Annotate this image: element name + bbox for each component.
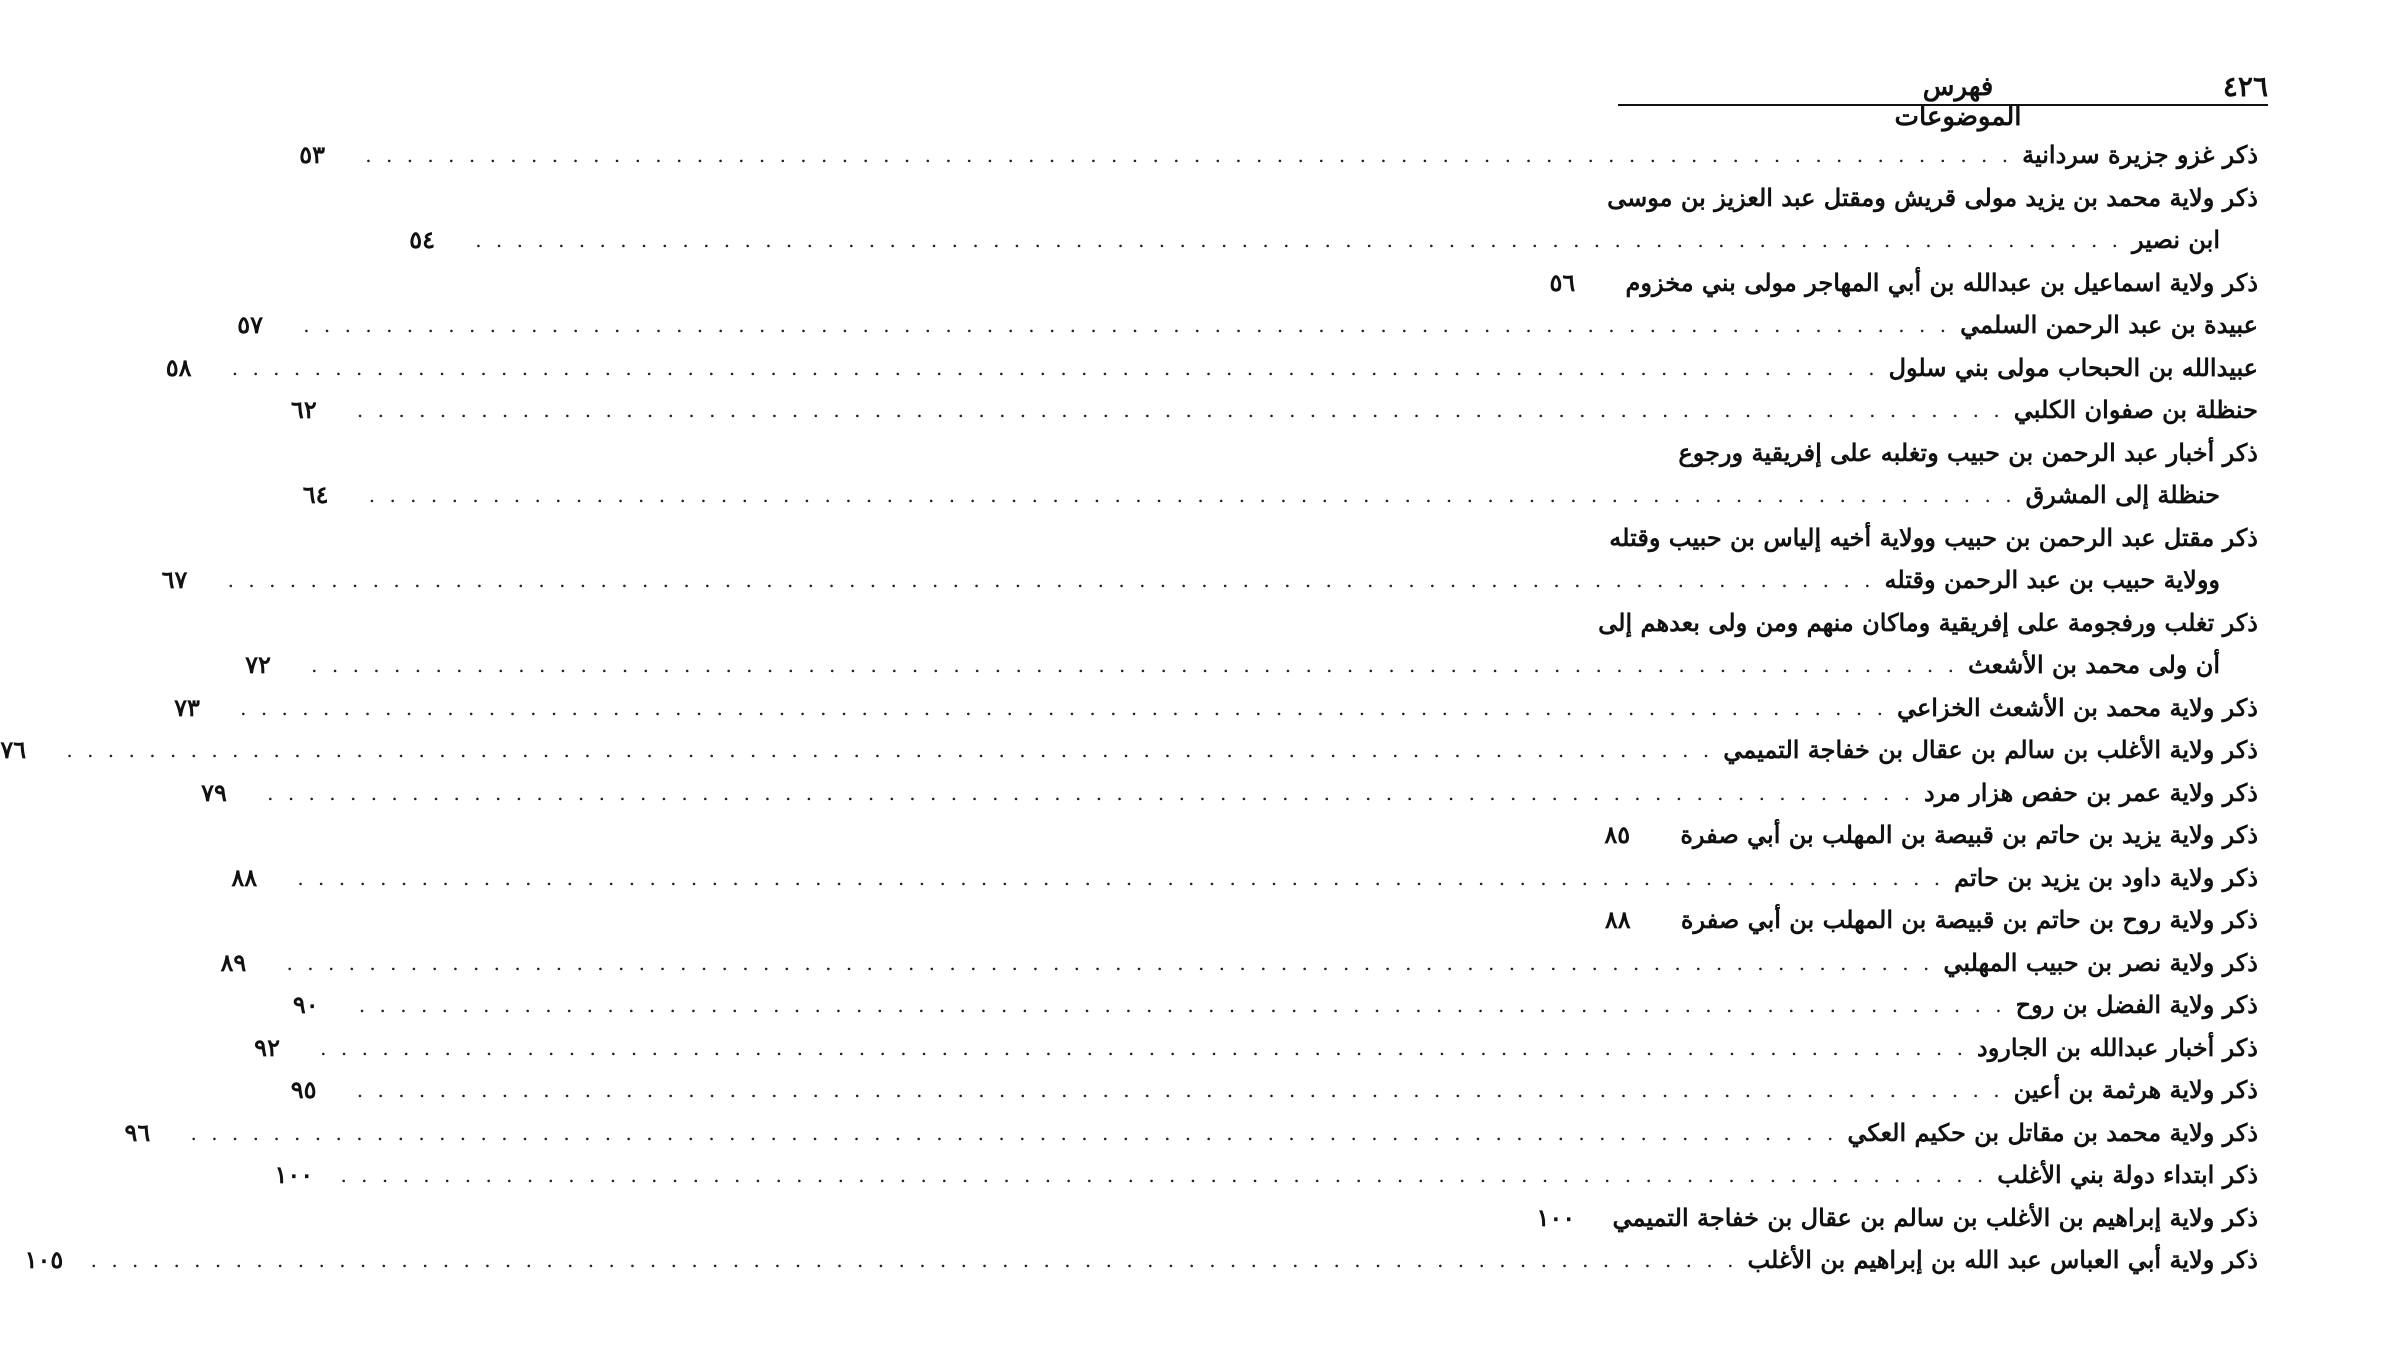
toc-entry [1604,899,2258,942]
toc-entry-page: ٩٥ [290,1075,317,1105]
toc-entry [1618,432,2258,475]
page-title: فهرس الموضوعات [1894,72,2022,132]
toc-dot-leader: . . . . . . . . . . . . . . . . . . . . . . . . . . . . . . . . . . . . . . . . . . . . . . . . . . . . . . . . . . . . . . . . . . . . . . . . . . . . . . . . [240,695,1887,720]
toc-entry-title: ذكر ولاية محمد بن مقاتل بن حكيم العكي [1847,1117,2258,1147]
toc-entry [299,134,2258,177]
toc-entry-page: ١٠٠ [274,1160,314,1190]
toc-entry-page: ١٠٥ [24,1245,64,1275]
toc-entry [1604,814,2258,857]
toc-entry-title: ذكر ابتداء دولة بني الأغلب [1997,1160,2258,1190]
toc-entry-title: حنظلة إلى المشرق [2025,480,2220,510]
toc-entry [231,857,2258,900]
toc-entry-page: ٨٥ [1604,820,1631,850]
toc-entry [1549,262,2258,305]
toc-entry-page: ٦٢ [290,395,317,425]
toc-dot-leader: . . . . . . . . . . . . . . . . . . . . . . . . . . . . . . . . . . . . . . . . . . . . . . . . . . . . . . . . . . . . . . . . . . . . . . . . . . . . . . . . [297,865,1945,890]
toc-entry-title: ذكر ولاية عمر بن حفص هزار مرد [1923,777,2258,807]
toc-entry [290,1069,2258,1112]
toc-entry-title: ذكر تغلب ورفجومة على إفريقية وماكان منهم ومن ولى بعدهم إلى [1598,607,2258,637]
toc-entry-title: ذكر ولاية هرثمة بن أعين [2013,1075,2258,1105]
toc-entry-title: ذكر ولاية محمد بن الأشعث الخزاعي [1896,692,2258,722]
toc-entry [174,687,2258,730]
toc-dot-leader: . . . . . . . . . . . . . . . . . . . . . . . . . . . . . . . . . . . . . . . . . . . . . . . . . . . . . . . . . . . . . . . . . . . . . . . . . . . . . . . . [90,1248,1738,1273]
toc-entry-title: ذكر ولاية نصر بن حبيب المهلبي [1943,947,2258,977]
toc-entry [1609,517,2258,560]
toc-entry-title: ذكر ولاية يزيد بن حاتم بن قبيصة بن المهلب بن أبي صفرة [1680,820,2258,850]
toc-dot-leader: . . . . . . . . . . . . . . . . . . . . . . . . . . . . . . . . . . . . . . . . . . . . . . . . . . . . . . . . . . . . . . . . . . . . . . . . . . . . . . . . [475,228,2123,253]
page-header [1618,64,2268,132]
toc-entry-title: عبيدالله بن الحبحاب مولى بني سلول [1888,352,2258,382]
page-number: ٤٢٦ [2222,70,2268,103]
toc-entry-page: ٧٢ [245,650,271,680]
toc-dot-leader: . . . . . . . . . . . . . . . . . . . . . . . . . . . . . . . . . . . . . . . . . . . . . . . . . . . . . . . . . . . . . . . . . . . . . . . . . . . . . . . . [286,950,1934,975]
toc-entry-page: ٦٤ [302,480,329,510]
toc-dot-leader: . . . . . . . . . . . . . . . . . . . . . . . . . . . . . . . . . . . . . . . . . . . . . . . . . . . . . . . . . . . . . . . . . . . . . . . . . . . . . . . . [66,738,1714,763]
toc-entry-title: ذكر أخبار عبد الرحمن بن حبيب وتغلبه على إفريقية ورجوع [1678,437,2258,467]
toc-entry-title: ذكر ولاية محمد بن يزيد مولى قريش ومقتل عبد العزيز بن موسى [1607,182,2258,212]
toc-entry [245,644,2258,687]
toc-entry [161,559,2258,602]
toc-entry [302,474,2258,517]
toc-dot-leader: . . . . . . . . . . . . . . . . . . . . . . . . . . . . . . . . . . . . . . . . . . . . . . . . . . . . . . . . . . . . . . . . . . . . . . . . . . . . . . . . [311,653,1958,678]
toc-entry-title: أن ولى محمد بن الأشعث [1968,650,2220,680]
toc-entry [0,729,2258,772]
toc-entry [201,772,2258,815]
toc-dot-leader: . . . . . . . . . . . . . . . . . . . . . . . . . . . . . . . . . . . . . . . . . . . . . . . . . . . . . . . . . . . . . . . . . . . . . . . . . . . . . . . . [365,143,2013,168]
toc-entry-title: ذكر ولاية داود بن يزيد بن حاتم [1954,862,2258,892]
toc-entry-page: ٥٣ [299,140,326,170]
toc-dot-leader: . . . . . . . . . . . . . . . . . . . . . . . . . . . . . . . . . . . . . . . . . . . . . . . . . . . . . . . . . . . . . . . . . . . . . . . . . . . . . . . . [356,1078,2004,1103]
toc-entry-title: عبيدة بن عبد الرحمن السلمي [1960,310,2258,340]
toc-entry-title: ذكر ولاية الأغلب بن سالم بن عقال بن خفاجة التميمي [1723,735,2258,765]
toc-dot-leader: . . . . . . . . . . . . . . . . . . . . . . . . . . . . . . . . . . . . . . . . . . . . . . . . . . . . . . . . . . . . . . . . . . . . . . . . . . . . . . . . [368,483,2016,508]
toc-entry [124,1112,2258,1155]
toc-entry [1607,177,2258,220]
toc-entry-title: ذكر مقتل عبد الرحمن بن حبيب وولاية أخيه إلياس بن حبيب وقتله [1609,522,2258,552]
toc-dot-leader: . . . . . . . . . . . . . . . . . . . . . . . . . . . . . . . . . . . . . . . . . . . . . . . . . . . . . . . . . . . . . . . . . . . . . . . . . . . . . . . . [231,355,1879,380]
toc-entry [237,304,2258,347]
toc-entry-page: ١٠٠ [1536,1202,1576,1232]
toc-entry-page: ٥٨ [165,352,192,382]
toc-dot-leader: . . . . . . . . . . . . . . . . . . . . . . . . . . . . . . . . . . . . . . . . . . . . . . . . . . . . . . . . . . . . . . . . . . . . . . . . . . . . . . . . [190,1120,1838,1145]
toc-entry-title: ذكر أخبار عبدالله بن الجارود [1977,1032,2258,1062]
toc-entry-title: ذكر ولاية روح بن حاتم بن قبيصة بن المهلب بن أبي صفرة [1680,905,2258,935]
toc-entry [290,389,2258,432]
toc-entry [274,1154,2258,1197]
toc-entry-title: وولاية حبيب بن عبد الرحمن وقتله [1884,565,2220,595]
toc-entry [24,1239,2258,1282]
toc-dot-leader: . . . . . . . . . . . . . . . . . . . . . . . . . . . . . . . . . . . . . . . . . . . . . . . . . . . . . . . . . . . . . . . . . . . . . . . . . . . . . . . . [267,780,1914,805]
toc-entry-page: ٧٦ [0,735,27,765]
toc-entry-page: ٩٢ [254,1032,280,1062]
toc-entry [220,942,2258,985]
toc-entry-page: ٧٩ [201,777,227,807]
toc-entry-page: ٨٩ [220,947,247,977]
toc-entry-page: ٩٠ [292,990,319,1020]
toc-entry-page: ٥٦ [1549,267,1576,297]
toc-entry-page: ٦٧ [161,565,188,595]
toc-entry-page: ٩٦ [124,1117,151,1147]
toc-entry-page: ٧٣ [174,692,200,722]
toc-dot-leader: . . . . . . . . . . . . . . . . . . . . . . . . . . . . . . . . . . . . . . . . . . . . . . . . . . . . . . . . . . . . . . . . . . . . . . . . . . . . . . . . [356,398,2004,423]
toc-entry-title: ذكر ولاية أبي العباس عبد الله بن إبراهيم بن الأغلب [1747,1245,2258,1275]
toc-entry-title: حنظلة بن صفوان الكلبي [2013,395,2258,425]
toc-dot-leader: . . . . . . . . . . . . . . . . . . . . . . . . . . . . . . . . . . . . . . . . . . . . . . . . . . . . . . . . . . . . . . . . . . . . . . . . . . . . . . . . [340,1163,1988,1188]
toc-entry-title: ابن نصير [2132,225,2220,255]
toc-entry [254,1027,2258,1070]
toc-dot-leader: . . . . . . . . . . . . . . . . . . . . . . . . . . . . . . . . . . . . . . . . . . . . . . . . . . . . . . . . . . . . . . . . . . . . . . . . . . . . . . . . [320,1035,1968,1060]
toc-entry-page: ٨٨ [1604,905,1631,935]
toc-entry [165,347,2258,390]
toc-entry [292,984,2258,1027]
toc-entry-page: ٥٤ [409,225,435,255]
toc-entry-title: ذكر غزو جزيرة سردانية [2022,140,2258,170]
toc-entry-title: ذكر ولاية اسماعيل بن عبدالله بن أبي المهاجر مولى بني مخزوم [1625,267,2258,297]
toc-dot-leader: . . . . . . . . . . . . . . . . . . . . . . . . . . . . . . . . . . . . . . . . . . . . . . . . . . . . . . . . . . . . . . . . . . . . . . . . . . . . . . . . [358,993,2006,1018]
toc-entry [1536,1197,2258,1240]
table-of-contents [0,134,2258,1282]
toc-dot-leader: . . . . . . . . . . . . . . . . . . . . . . . . . . . . . . . . . . . . . . . . . . . . . . . . . . . . . . . . . . . . . . . . . . . . . . . . . . . . . . . . [227,568,1875,593]
toc-entry-title: ذكر ولاية إبراهيم بن الأغلب بن سالم بن عقال بن خفاجة التميمي [1612,1202,2258,1232]
toc-entry-page: ٥٧ [237,310,263,340]
toc-entry [1598,602,2258,645]
toc-entry [409,219,2258,262]
toc-entry-title: ذكر ولاية الفضل بن روح [2015,990,2258,1020]
toc-dot-leader: . . . . . . . . . . . . . . . . . . . . . . . . . . . . . . . . . . . . . . . . . . . . . . . . . . . . . . . . . . . . . . . . . . . . . . . . . . . . . . . . [303,313,1951,338]
toc-entry-page: ٨٨ [231,862,258,892]
